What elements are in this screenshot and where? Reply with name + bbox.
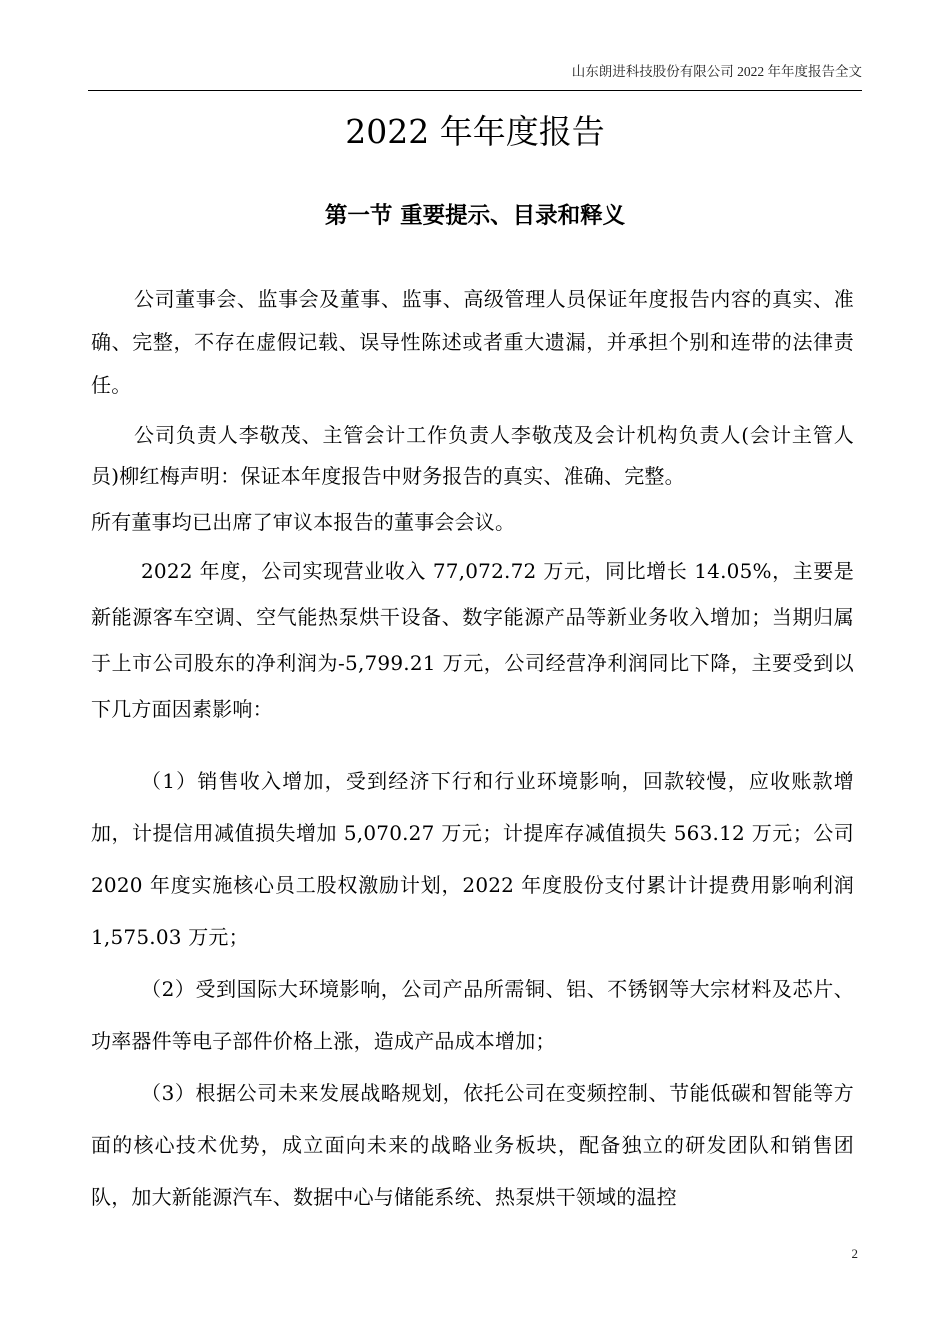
paragraph-board-guarantee: 公司董事会、监事会及董事、监事、高级管理人员保证年度报告内容的真实、准确、完整，不存在虚假记载、误导性陈述或者重大遗漏，并承担个别和连带的法律责任。	[91, 287, 854, 397]
report-title: 2022 年年度报告	[345, 112, 605, 151]
page-number: 2	[851, 1246, 858, 1261]
paragraph-factor-3: （3）根据公司未来发展战略规划，依托公司在变频控制、节能低碳和智能等方面的核心技术优势，成立面向未来的战略业务板块，配备独立的研发团队和销售团队，加大新能源汽车、数据中心与储能系统、热泵烘干领域的温控	[91, 1081, 854, 1209]
running-header-text: 山东朗进科技股份有限公司 2022 年年度报告全文	[571, 64, 862, 79]
paragraph-board-attendance: 所有董事均已出席了审议本报告的董事会会议。	[91, 510, 516, 534]
paragraph-factor-1: （1）销售收入增加，受到经济下行和行业环境影响，回款较慢，应收账款增加，计提信用减值损失增加 5,070.27 万元；计提库存减值损失 563.12 万元；公司 2020 年度实施核心员工股权激励计划，2022 年度股份支付累计计提费用影响利润 1,575.03 万元；	[91, 769, 854, 949]
paragraph-factor-2: （2）受到国际大环境影响，公司产品所需铜、铝、不锈钢等大宗材料及芯片、功率器件等电子部件价格上涨，造成产品成本增加；	[91, 977, 854, 1053]
running-header	[88, 62, 862, 91]
paragraph-annual-performance: 2022 年度，公司实现营业收入 77,072.72 万元，同比增长 14.05%，主要是新能源客车空调、空气能热泵烘干设备、数字能源产品等新业务收入增加；当期归属于上市公司股东的净利润为-5,799.21 万元，公司经营净利润同比下降，主要受到以下几方面因素影响：	[91, 559, 854, 721]
section-heading: 第一节 重要提示、目录和释义	[324, 203, 626, 229]
paragraph-responsible-persons-statement: 公司负责人李敬茂、主管会计工作负责人李敬茂及会计机构负责人(会计主管人员)柳红梅声明：保证本年度报告中财务报告的真实、准确、完整。	[91, 423, 854, 488]
